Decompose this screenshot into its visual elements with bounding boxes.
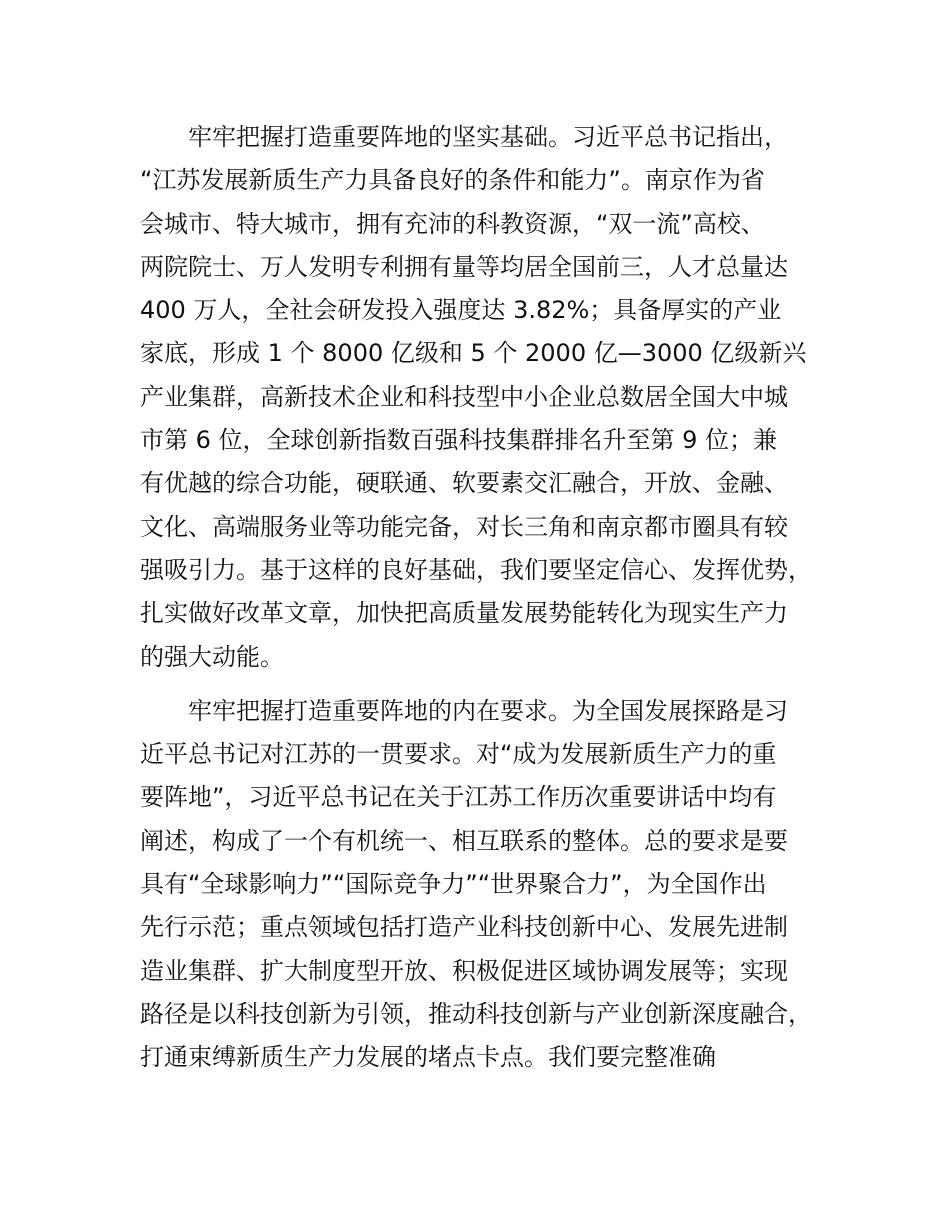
text-line: 打通束缚新质生产力发展的堵点卡点。我们要完整准确 <box>140 1043 716 1072</box>
document-body <box>140 116 840 1091</box>
text-line: 产业集群，高新技术企业和科技型中小企业总数居全国大中城 <box>140 382 788 411</box>
text-line: “江苏发展新质生产力具备良好的条件和能力”。南京作为省 <box>140 166 765 195</box>
text-line: 文化、高端服务业等功能完备，对长三角和南京都市圈具有较 <box>140 512 788 541</box>
text-line: 会城市、特大城市，拥有充沛的科教资源，“双一流”高校、 <box>140 209 765 238</box>
text-line: 市第 6 位，全球创新指数百强科技集群排名升至第 9 位；兼 <box>140 426 778 455</box>
text-line: 强吸引力。基于这样的良好基础，我们要坚定信心、发挥优势， <box>140 555 812 584</box>
text-line: 家底，形成 1 个 8000 亿级和 5 个 2000 亿—3000 亿级新兴 <box>140 339 807 368</box>
text-line: 牢牢把握打造重要阵地的坚实基础。习近平总书记指出， <box>188 123 788 151</box>
paragraph-requirements <box>140 690 840 1080</box>
text-line: 先行示范；重点领域包括打造产业科技创新中心、发展先进制 <box>140 913 788 942</box>
text-line: 的强大动能。 <box>140 642 284 671</box>
text-line: 扎实做好改革文章，加快把高质量发展势能转化为现实生产力 <box>140 599 788 628</box>
text-line: 具有“全球影响力”“国际竞争力”“世界聚合力”，为全国作出 <box>140 870 767 899</box>
text-line: 路径是以科技创新为引领，推动科技创新与产业创新深度融合， <box>140 999 812 1028</box>
text-line: 400 万人，全社会研发投入强度达 3.82%；具备厚实的产业 <box>140 296 782 325</box>
text-line: 造业集群、扩大制度型开放、积极促进区域协调发展等；实现 <box>140 956 788 985</box>
text-line: 阐述，构成了一个有机统一、相互联系的整体。总的要求是要 <box>140 826 788 855</box>
text-line: 有优越的综合功能，硬联通、软要素交汇融合，开放、金融、 <box>140 469 788 498</box>
text-line: 牢牢把握打造重要阵地的内在要求。为全国发展探路是习 <box>188 696 788 725</box>
text-line: 两院院士、万人发明专利拥有量等均居全国前三，人才总量达 <box>140 252 788 281</box>
text-line: 要阵地”，习近平总书记在关于江苏工作历次重要讲话中均有 <box>140 783 777 812</box>
text-line: 近平总书记对江苏的一贯要求。对“成为发展新质生产力的重 <box>140 740 777 769</box>
paragraph-foundation <box>140 116 840 679</box>
